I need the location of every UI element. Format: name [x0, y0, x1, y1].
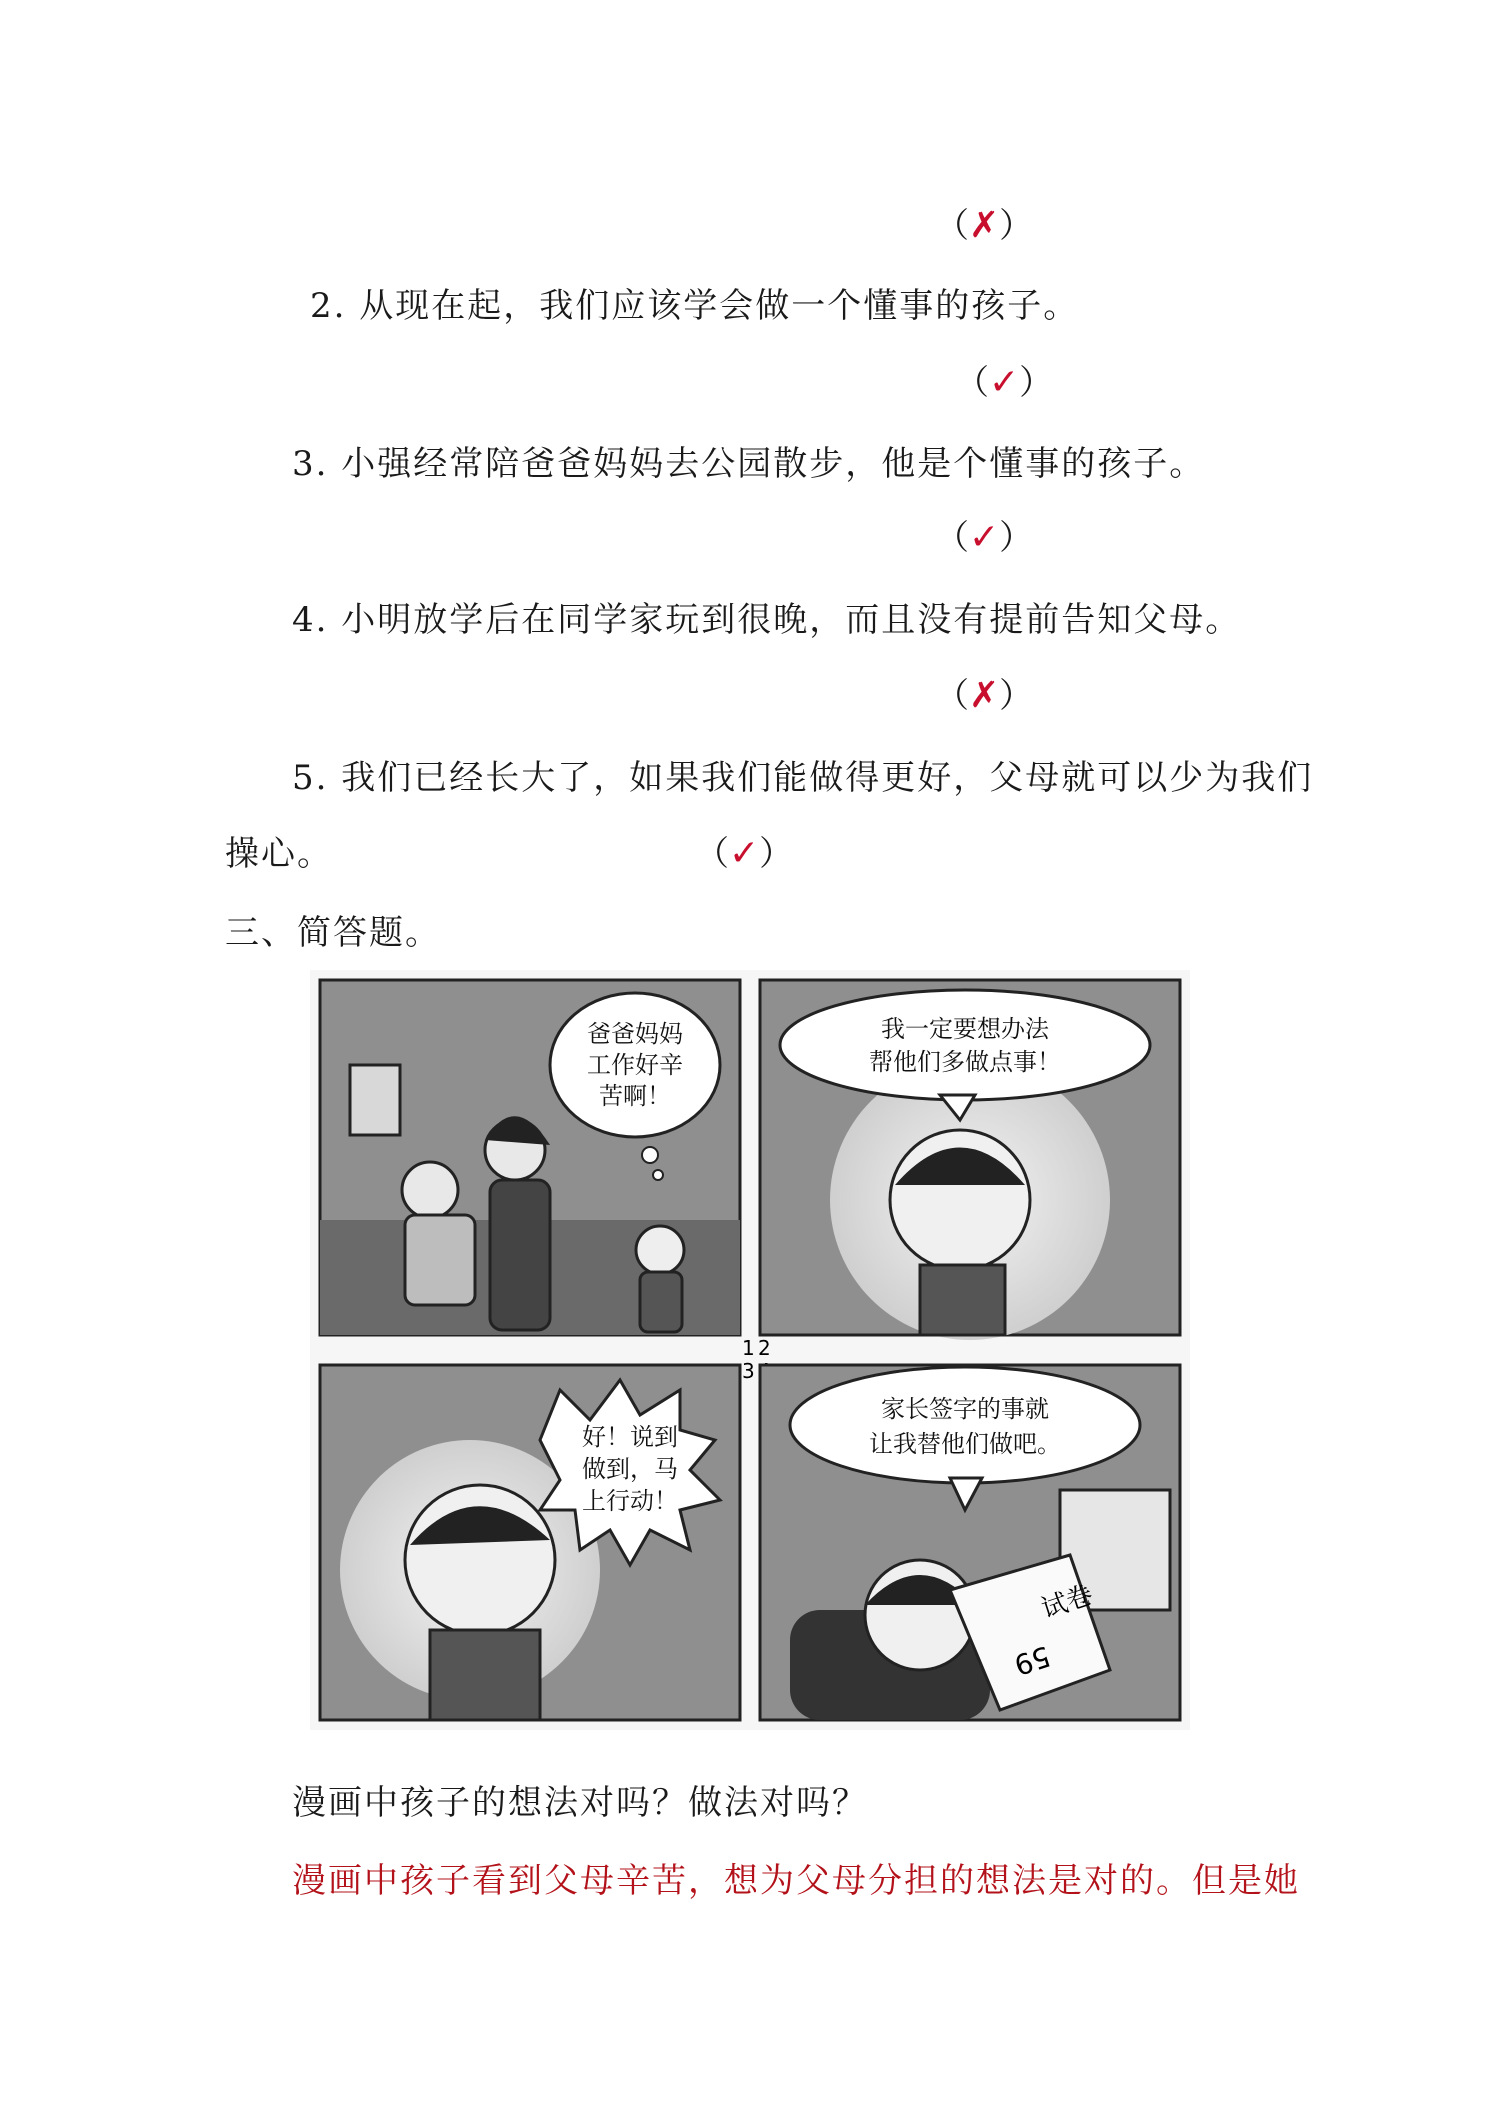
child-head	[636, 1226, 684, 1274]
father-head	[402, 1162, 458, 1218]
panel-number-1: 1	[742, 1336, 755, 1360]
bubble-3-line-1: 好！说到	[582, 1423, 678, 1451]
panel-number-2: 2	[758, 1336, 771, 1360]
bubble-4-line-1: 家长签字的事就	[881, 1395, 1049, 1423]
speech-bubble-4	[790, 1367, 1140, 1483]
comic-panel-3	[320, 1365, 740, 1720]
paper-score: 59	[1010, 1639, 1055, 1682]
bubble-1-line-1: 爸爸妈妈	[587, 1020, 683, 1048]
panel-number-3: 3	[742, 1359, 755, 1383]
question-text: 漫画中孩子的想法对吗？做法对吗？	[292, 1783, 868, 1823]
answer-mark-4: （✗）	[935, 675, 1034, 716]
statement-3: 3. 小强经常陪爸爸妈妈去公园散步，他是个懂事的孩子。	[292, 444, 1206, 484]
picture-frame-icon	[350, 1065, 400, 1135]
comic-panel-4	[760, 1365, 1180, 1720]
section-title: 三、简答题。	[225, 913, 441, 953]
answer-text: 漫画中孩子看到父母辛苦，想为父母分担的想法是对的。但是她	[292, 1861, 1300, 1901]
bubble-2-line-2: 帮他们多做点事！	[869, 1048, 1061, 1076]
paper-label: 试卷	[1037, 1580, 1097, 1625]
speech-bubble-2	[780, 990, 1150, 1100]
bubble-3-line-2: 做到，马	[582, 1455, 678, 1483]
bubble-1-line-2: 工作好辛	[587, 1051, 683, 1079]
bubble-3-line-3: 上行动！	[582, 1487, 678, 1515]
statement-4: 4. 小明放学后在同学家玩到很晚，而且没有提前告知父母。	[292, 600, 1242, 640]
statement-5-line1: 5. 我们已经长大了，如果我们能做得更好，父母就可以少为我们	[292, 758, 1314, 798]
comic-panel-1	[320, 980, 740, 1335]
statement-5-line2: 操心。	[225, 834, 333, 874]
bubble-4-line-2: 让我替他们做吧。	[869, 1430, 1061, 1458]
comic-image	[310, 970, 1190, 1730]
statement-2: 2. 从现在起，我们应该学会做一个懂事的孩子。	[310, 286, 1080, 326]
comic-panel-2	[760, 980, 1180, 1340]
answer-mark-2: （✓）	[955, 362, 1054, 403]
answer-mark-1: （✗）	[935, 205, 1034, 246]
bubble-1-line-3: 苦啊！	[599, 1082, 671, 1110]
answer-mark-5: （✓）	[695, 833, 794, 874]
bubble-2-line-1: 我一定要想办法	[881, 1015, 1049, 1043]
answer-mark-3: （✓）	[935, 517, 1034, 558]
